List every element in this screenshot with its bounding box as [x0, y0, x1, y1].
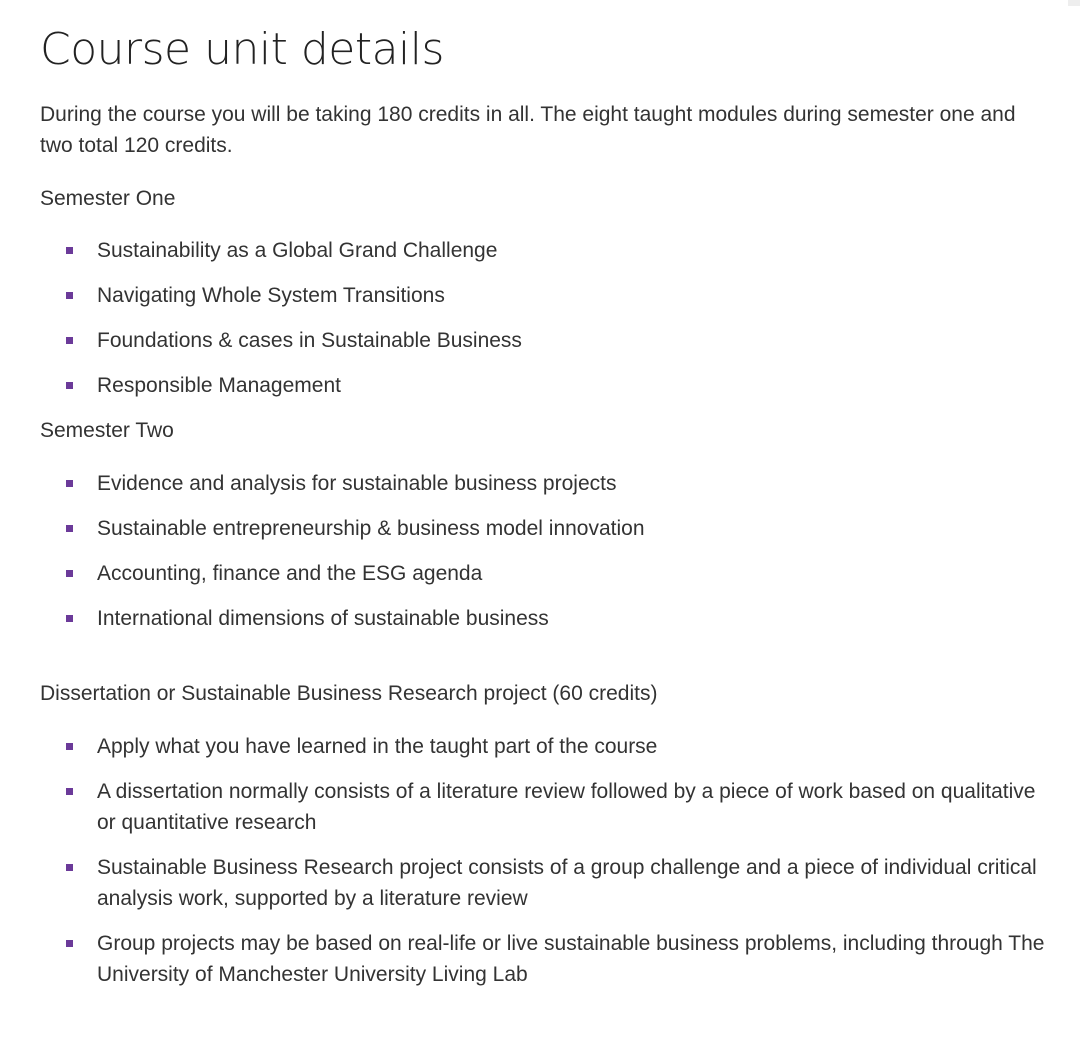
course-unit-details-section [40, 0, 1050, 1004]
square-bullet-icon [66, 292, 73, 299]
list-item [40, 852, 1050, 914]
list-item-text: Group projects may be based on real-life or live sustainable business problems, including through The University of Manchester University Living Lab [97, 932, 1045, 986]
dissertation-label: Dissertation or Sustainable Business Research project (60 credits) [40, 682, 658, 705]
list-item [40, 558, 1050, 589]
square-bullet-icon [66, 788, 73, 795]
list-item [40, 370, 1050, 401]
list-item [40, 603, 1050, 634]
list-item-text: Sustainable Business Research project consists of a group challenge and a piece of individual critical analysis work, supported by a literature review [97, 856, 1037, 910]
list-item [40, 928, 1050, 990]
semester-two-list [40, 468, 1050, 634]
square-bullet-icon [66, 570, 73, 577]
dissertation-list [40, 731, 1050, 990]
list-item [40, 325, 1050, 356]
list-item-text: Apply what you have learned in the taught part of the course [97, 735, 658, 758]
list-item-text: Accounting, finance and the ESG agenda [97, 562, 483, 585]
list-item-text: Navigating Whole System Transitions [97, 284, 445, 307]
list-item [40, 235, 1050, 266]
list-item [40, 468, 1050, 499]
list-item-text: Sustainable entrepreneurship & business model innovation [97, 517, 645, 540]
list-item [40, 731, 1050, 762]
semester-two-label: Semester Two [40, 419, 174, 442]
list-item-text: International dimensions of sustainable business [97, 607, 549, 630]
page-title: Course unit details [40, 24, 444, 75]
scrollbar-thumb[interactable] [1068, 0, 1080, 6]
semester-one-label: Semester One [40, 187, 176, 210]
square-bullet-icon [66, 864, 73, 871]
square-bullet-icon [66, 525, 73, 532]
intro-paragraph: During the course you will be taking 180 credits in all. The eight taught modules during semester one and two total 120 credits. [40, 103, 1016, 157]
square-bullet-icon [66, 480, 73, 487]
list-item [40, 280, 1050, 311]
square-bullet-icon [66, 615, 73, 622]
square-bullet-icon [66, 940, 73, 947]
list-item-text: A dissertation normally consists of a literature review followed by a piece of work based on qualitative or quantitative research [97, 780, 1036, 834]
semester-one-list [40, 235, 1050, 401]
list-item [40, 776, 1050, 838]
square-bullet-icon [66, 743, 73, 750]
square-bullet-icon [66, 247, 73, 254]
square-bullet-icon [66, 337, 73, 344]
list-item-text: Sustainability as a Global Grand Challenge [97, 239, 498, 262]
square-bullet-icon [66, 382, 73, 389]
list-item-text: Responsible Management [97, 374, 341, 397]
list-item-text: Foundations & cases in Sustainable Business [97, 329, 522, 352]
list-item [40, 513, 1050, 544]
list-item-text: Evidence and analysis for sustainable business projects [97, 472, 617, 495]
